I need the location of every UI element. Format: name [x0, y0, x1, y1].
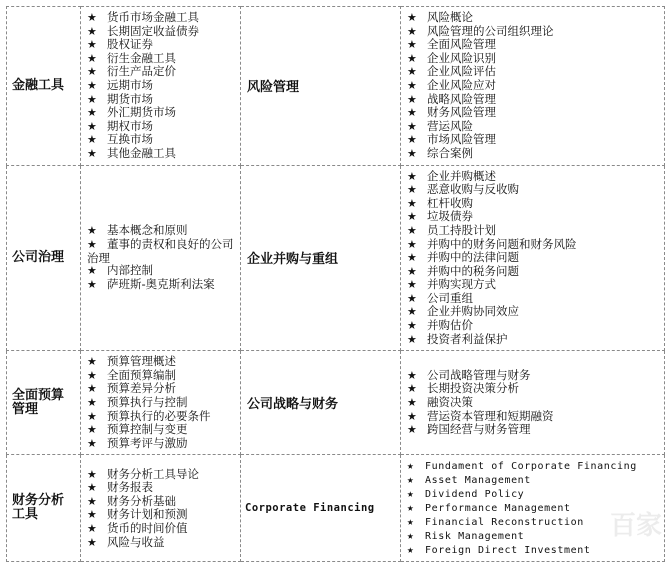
list-item [407, 487, 660, 501]
list-item [407, 52, 660, 66]
list-item-text: 财务计划和预测 [107, 507, 188, 522]
list-item-text: 全面预算编制 [107, 367, 176, 382]
list-item [87, 106, 236, 120]
star-icon: ★ [407, 106, 417, 120]
subcategory-label: 公司战略与财务 [241, 351, 401, 455]
star-icon: ★ [407, 396, 417, 410]
star-icon: ★ [407, 92, 417, 106]
list-item-text: 市场风险管理 [427, 132, 496, 147]
table-row [7, 351, 665, 455]
list-item-text: 并购估价 [427, 318, 473, 333]
list-item-text: 全面风险管理 [427, 37, 496, 52]
course-table [6, 6, 665, 562]
star-icon: ★ [407, 501, 415, 515]
list-item-text: 萨班斯-奥克斯利法案 [107, 276, 215, 291]
star-icon: ★ [87, 51, 97, 65]
list-item [407, 459, 660, 473]
subcategory-label: Corporate Financing [241, 455, 401, 562]
list-item [407, 38, 660, 52]
list-item-text: 预算差异分析 [107, 381, 176, 396]
list-item [407, 278, 660, 292]
star-icon: ★ [407, 529, 415, 543]
star-icon: ★ [407, 223, 417, 237]
star-icon: ★ [87, 436, 97, 450]
star-icon: ★ [87, 467, 97, 481]
list-item [87, 93, 236, 107]
list-item-text: 预算控制与变更 [107, 422, 188, 437]
star-icon: ★ [87, 119, 97, 133]
list-item [87, 468, 236, 482]
list-item-text: 期权市场 [107, 118, 153, 133]
list-item-text: 营运风险 [427, 118, 473, 133]
list-item [407, 515, 660, 529]
list-item [407, 65, 660, 79]
list-item [407, 529, 660, 543]
star-icon: ★ [87, 494, 97, 508]
list-item [407, 423, 660, 437]
list-item-text: 恶意收购与反收购 [427, 182, 519, 197]
star-icon: ★ [407, 368, 417, 382]
list-item [87, 437, 236, 451]
star-icon: ★ [407, 237, 417, 251]
star-icon: ★ [407, 146, 417, 160]
list-item-text: Fundament of Corporate Financing [425, 461, 637, 473]
list-item-text: 长期固定收益债券 [107, 23, 199, 38]
list-item-text: 货币市场金融工具 [107, 10, 199, 24]
list-item-text: 预算执行与控制 [107, 395, 188, 410]
list-item-text: 跨国经营与财务管理 [427, 422, 531, 437]
star-icon: ★ [407, 169, 417, 183]
list-item-text: Financial Reconstruction [425, 517, 584, 529]
list-item-text: Dividend Policy [425, 489, 525, 501]
star-icon: ★ [87, 409, 97, 423]
category-label: 公司治理 [7, 165, 81, 351]
list-item [87, 369, 236, 383]
subtopic-list [401, 351, 665, 455]
star-icon: ★ [87, 146, 97, 160]
list-item-text: 预算管理概述 [107, 354, 176, 369]
star-icon: ★ [87, 65, 97, 79]
star-icon: ★ [87, 368, 97, 382]
list-item [407, 147, 660, 161]
list-item [87, 147, 236, 161]
list-item-text: 衍生产品定价 [107, 64, 176, 79]
list-item-text: 垃圾债券 [427, 209, 473, 224]
list-item [87, 238, 237, 264]
list-item [407, 396, 660, 410]
list-item-text: 基本概念和原则 [107, 223, 188, 238]
list-item [87, 522, 236, 536]
list-item-text: 衍生金融工具 [107, 50, 176, 65]
list-item [407, 238, 660, 252]
star-icon: ★ [87, 423, 97, 437]
list-item-text: 企业并购协同效应 [427, 304, 519, 319]
list-item-text: 企业风险识别 [427, 50, 496, 65]
list-item [407, 543, 660, 557]
list-item [407, 11, 660, 25]
subcategory-label: 风险管理 [241, 7, 401, 166]
list-item-text: 企业风险应对 [427, 77, 496, 92]
star-icon: ★ [87, 396, 97, 410]
list-item-text: 并购实现方式 [427, 277, 496, 292]
star-icon: ★ [407, 196, 417, 210]
list-item [407, 265, 660, 279]
list-item [87, 65, 236, 79]
list-item [407, 133, 660, 147]
list-item [87, 396, 236, 410]
list-item-text: 企业风险评估 [427, 64, 496, 79]
list-item-text: 财务报表 [107, 480, 153, 495]
list-item-text: 董事的责权和良好的公司治理 [87, 237, 234, 265]
list-item-text: 财务风险管理 [427, 105, 496, 120]
list-item-text: 并购中的财务问题和财务风险 [427, 236, 577, 251]
list-item [407, 501, 660, 515]
star-icon: ★ [87, 264, 97, 278]
list-item [87, 79, 236, 93]
subtopic-list [401, 7, 665, 166]
list-item [87, 278, 236, 292]
star-icon: ★ [407, 409, 417, 423]
star-icon: ★ [87, 522, 97, 535]
star-icon: ★ [87, 38, 97, 52]
table-row [7, 7, 665, 166]
list-item [407, 382, 660, 396]
list-item-text: 财务分析工具导论 [107, 466, 199, 481]
star-icon: ★ [407, 543, 415, 557]
list-item [407, 333, 660, 347]
list-item-text: 财务分析基础 [107, 493, 176, 508]
list-item-text: Asset Management [425, 475, 531, 487]
subcategory-label: 企业并购与重组 [241, 165, 401, 351]
list-item [407, 79, 660, 93]
list-item-text: 外汇期货市场 [107, 105, 176, 120]
list-item-text: 远期市场 [107, 77, 153, 92]
table-row [7, 455, 665, 562]
list-item-text: 长期投资决策分析 [427, 381, 519, 396]
star-icon: ★ [87, 382, 97, 396]
topic-list [81, 455, 241, 562]
star-icon: ★ [407, 183, 417, 197]
star-icon: ★ [87, 24, 97, 38]
star-icon: ★ [407, 264, 417, 278]
list-item-text: 预算考评与激励 [107, 435, 188, 450]
star-icon: ★ [407, 278, 417, 292]
list-item-text: Performance Management [425, 503, 571, 515]
star-icon: ★ [407, 78, 417, 92]
watermark: 百家 [609, 511, 662, 541]
star-icon: ★ [407, 487, 415, 501]
list-item [407, 319, 660, 333]
topic-list [81, 7, 241, 166]
star-icon: ★ [87, 11, 97, 24]
star-icon: ★ [407, 133, 417, 147]
list-item [407, 224, 660, 238]
list-item-text: 杠杆收购 [427, 195, 473, 210]
list-item [87, 508, 236, 522]
star-icon: ★ [87, 78, 97, 92]
list-item [87, 481, 236, 495]
list-item-text: 互换市场 [107, 132, 153, 147]
star-icon: ★ [407, 423, 417, 437]
star-icon: ★ [407, 51, 417, 65]
star-icon: ★ [407, 332, 417, 346]
list-item-text: 股权证券 [107, 37, 153, 52]
star-icon: ★ [407, 382, 417, 396]
list-item-text: 公司战略管理与财务 [427, 367, 531, 382]
category-label: 财务分析工具 [7, 455, 81, 562]
subtopic-list [401, 165, 665, 351]
list-item [87, 536, 236, 550]
list-item [407, 251, 660, 265]
star-icon: ★ [87, 508, 97, 522]
list-item-text: 综合案例 [427, 145, 473, 160]
list-item [87, 355, 236, 369]
list-item-text: 员工持股计划 [427, 222, 496, 237]
category-label: 金融工具 [7, 7, 81, 166]
list-item [407, 410, 660, 424]
star-icon: ★ [87, 224, 97, 238]
list-item [407, 473, 660, 487]
star-icon: ★ [87, 238, 97, 251]
topic-list [81, 165, 241, 351]
list-item-text: 预算执行的必要条件 [107, 408, 211, 423]
subtopic-list [401, 455, 665, 562]
list-item-text: 战略风险管理 [427, 91, 496, 106]
list-item-text: Risk Management [425, 531, 525, 543]
list-item [407, 93, 660, 107]
list-item-text: 期货市场 [107, 91, 153, 106]
list-item-text: 风险概论 [427, 10, 473, 24]
list-item [407, 369, 660, 383]
list-item [407, 210, 660, 224]
topic-list [81, 351, 241, 455]
list-item-text: 货币的时间价值 [107, 521, 188, 535]
list-item [87, 410, 236, 424]
list-item-text: 公司重组 [427, 290, 473, 305]
list-item [87, 224, 236, 238]
list-item-text: 企业并购概述 [427, 168, 496, 183]
list-item [87, 264, 236, 278]
star-icon: ★ [87, 133, 97, 147]
list-item [407, 305, 660, 319]
list-item [407, 25, 660, 39]
star-icon: ★ [87, 277, 97, 291]
list-item [407, 197, 660, 211]
list-item [87, 38, 236, 52]
star-icon: ★ [87, 535, 97, 549]
list-item [87, 382, 236, 396]
star-icon: ★ [87, 92, 97, 106]
list-item-text: 其他金融工具 [107, 145, 176, 160]
list-item-text: 营运资本管理和短期融资 [427, 408, 554, 423]
list-item [87, 495, 236, 509]
star-icon: ★ [87, 355, 97, 369]
list-item-text: 投资者利益保护 [427, 331, 508, 346]
star-icon: ★ [407, 319, 417, 333]
list-item [87, 423, 236, 437]
list-item [407, 106, 660, 120]
list-item [87, 11, 236, 25]
list-item [87, 52, 236, 66]
star-icon: ★ [407, 459, 415, 473]
star-icon: ★ [407, 65, 417, 79]
list-item [407, 292, 660, 306]
list-item [407, 170, 660, 184]
star-icon: ★ [407, 291, 417, 305]
list-item [87, 25, 236, 39]
star-icon: ★ [407, 24, 417, 38]
list-item-text: 内部控制 [107, 263, 153, 278]
table-row [7, 165, 665, 351]
star-icon: ★ [407, 305, 417, 319]
list-item-text: 并购中的税务问题 [427, 263, 519, 278]
star-icon: ★ [407, 251, 417, 265]
category-label: 全面预算管理 [7, 351, 81, 455]
list-item-text: 风险与收益 [107, 534, 165, 549]
star-icon: ★ [407, 473, 415, 487]
list-item [407, 183, 660, 197]
list-item [87, 120, 236, 134]
list-item-text: 并购中的法律问题 [427, 250, 519, 265]
list-item-text: 融资决策 [427, 395, 473, 410]
star-icon: ★ [87, 106, 97, 120]
list-item [407, 120, 660, 134]
list-item-text: Foreign Direct Investment [425, 545, 591, 557]
star-icon: ★ [407, 515, 415, 529]
list-item [87, 133, 236, 147]
star-icon: ★ [87, 481, 97, 495]
star-icon: ★ [407, 38, 417, 52]
star-icon: ★ [407, 210, 417, 224]
list-item-text: 风险管理的公司组织理论 [427, 23, 554, 38]
star-icon: ★ [407, 11, 417, 24]
star-icon: ★ [407, 119, 417, 133]
